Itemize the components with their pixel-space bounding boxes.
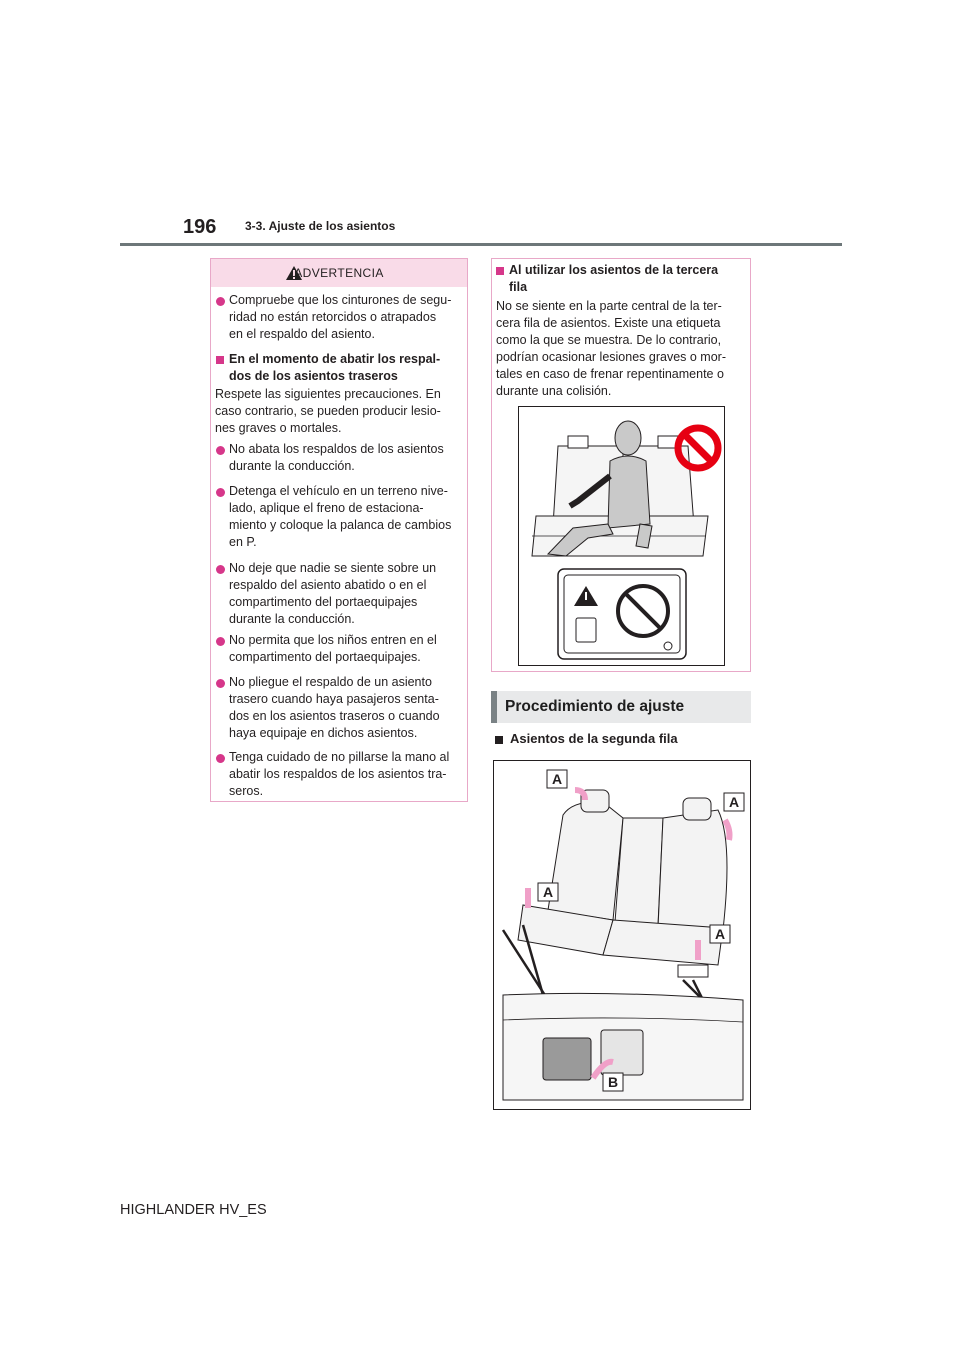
warning-bullet-6: Tenga cuidado de no pillarse la mano al abatir los respaldos de los asientos tra- seros.	[229, 750, 450, 798]
warning-bullet-4: No permita que los niños entren en el compartimento del portaequipajes.	[229, 633, 437, 664]
square-bullet-icon	[216, 356, 224, 364]
callout-label-a-top	[547, 770, 567, 788]
svg-text:A: A	[551, 771, 563, 787]
svg-text:A: A	[728, 794, 740, 810]
second-row-seat-illustration	[493, 760, 751, 1110]
header-divider	[120, 243, 842, 246]
callout-label-a-bottom	[710, 925, 730, 943]
footer-model: HIGHLANDER HV_ES	[120, 1202, 267, 1218]
second-row-title: Asientos de la segunda fila	[510, 731, 678, 746]
callout-label-b	[603, 1073, 623, 1091]
bullet-icon	[216, 637, 225, 646]
bullet-icon	[216, 565, 225, 574]
svg-text:A: A	[542, 884, 554, 900]
warning-bullet-5: No pliegue el respaldo de un asiento trasero cuando haya pasajeros senta- dos en los asientos traseros o cuando haya equipaje en dichos asientos.	[229, 675, 440, 740]
section-accent-bar	[491, 691, 497, 723]
procedure-section-header	[491, 691, 751, 723]
callout-label-a-right	[724, 793, 744, 811]
bullet-icon	[216, 754, 225, 763]
square-bullet-icon	[495, 736, 503, 744]
procedure-title: Procedimiento de ajuste	[505, 698, 685, 715]
bullet-icon	[216, 679, 225, 688]
third-row-heading: Al utilizar los asientos de la tercera fila	[509, 263, 719, 294]
third-row-text: No se siente en la parte central de la ter- cera fila de asientos. Existe una etiqueta como la que se muestra. De lo contrario, podrían ocasionar lesiones graves o mor- tales en caso de frenar repentinamente o durante una colisión.	[496, 299, 726, 398]
callout-label-a-left	[538, 883, 558, 901]
warning-intro: Respete las siguientes precauciones. En caso contrario, se pueden producir lesio- nes graves o mortales.	[215, 387, 441, 435]
warning-bullet-3: No deje que nadie se siente sobre un respaldo del asiento abatido o en el compartimento del portaequipajes durante la conducción.	[229, 561, 437, 626]
bullet-icon	[216, 297, 225, 306]
warning-bullet-1: No abata los respaldos de los asientos durante la conducción.	[229, 442, 444, 473]
third-row-box	[491, 258, 751, 672]
warning-title: ADVERTENCIA	[294, 266, 384, 280]
warning-bullet-2: Detenga el vehículo en un terreno nive- lado, aplique el freno de estaciona- miento y coloque la palanca de cambios en P.	[229, 484, 452, 549]
section-title: 3-3. Ajuste de los asientos	[245, 219, 396, 233]
bullet-icon	[216, 446, 225, 455]
svg-text:A: A	[714, 926, 726, 942]
warning-subheading: En el momento de abatir los respal- dos de los asientos traseros	[229, 352, 441, 383]
third-row-seat-illustration	[518, 406, 725, 666]
warning-header	[211, 259, 467, 287]
warning-item-seatbelt: Compruebe que los cinturones de segu- ridad no están retorcidos o atrapados en el respaldo del asiento.	[229, 293, 452, 341]
svg-text:B: B	[607, 1074, 619, 1090]
warning-box	[210, 258, 468, 802]
page-number: 196	[183, 216, 217, 238]
square-bullet-icon	[496, 267, 504, 275]
bullet-icon	[216, 488, 225, 497]
